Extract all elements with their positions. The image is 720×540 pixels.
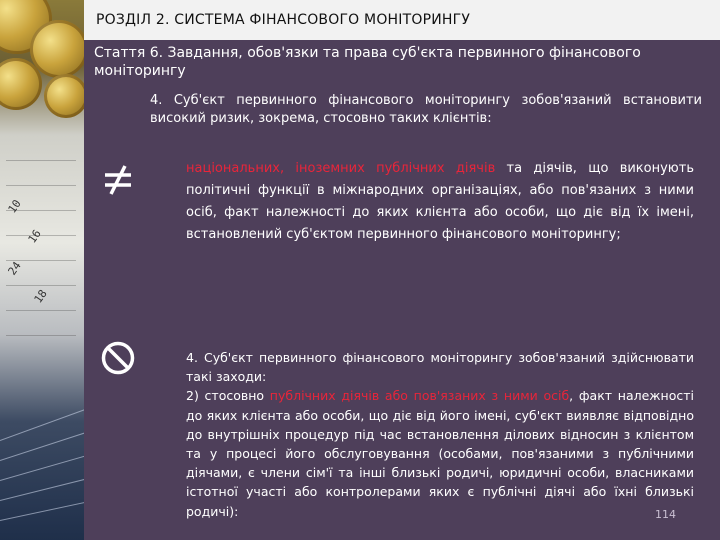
section-title: РОЗДІЛ 2. СИСТЕМА ФІНАНСОВОГО МОНІТОРИНГУ — [96, 12, 471, 28]
clause-one-text: та діячів, що виконують політичні функції в міжнародних організаціях, або пов'язаних з ними осіб, факт належності до яких клієнта або особи, що діє від їх імені, встановлений суб'єктом первинного фінансового моніторингу; — [186, 161, 694, 242]
clause-two-prefix: 2) стосовно — [186, 388, 270, 404]
clause-two-text: , факт належності до яких клієнта або особи, що діє від його імені, суб'єкт виявляє відповідно до внутрішніх процедур під час встановлення ділових відносин з клієнтом та у процесі його обслуговування (особами, пов'язаними з публічними діячами, є члени сім'ї та інші близькі родичі, юридичні особи, власниками істотної участі або контролерами яких є публічні діячі або їхні близькі родичі): — [186, 388, 694, 519]
gold-coin-image — [44, 74, 84, 118]
article-title: Стаття 6. Завдання, обов'язки та права суб'єкта первинного фінансового моніторингу — [94, 45, 641, 79]
clause-one — [186, 158, 694, 246]
subject-heading: 4. Суб'єкт первинного фінансового моніторингу зобов'язаний встановити високий ризик, зокрема, стосовно таких клієнтів: — [150, 93, 702, 126]
clause-one-highlight: національних, іноземних публічних діячів — [186, 161, 496, 176]
page-number: 114 — [655, 508, 676, 521]
clause-two-highlight: публічних діячів або пов'язаних з ними осіб — [269, 388, 570, 404]
decorative-photo-strip: 10 16 24 18 — [0, 0, 84, 540]
clause-two-intro: 4. Суб'єкт первинного фінансового моніторингу зобов'язаний здійснювати такі заходи: — [186, 350, 694, 385]
clause-two — [186, 348, 694, 521]
not-equal-icon — [101, 163, 135, 197]
prohibit-icon — [100, 340, 136, 376]
